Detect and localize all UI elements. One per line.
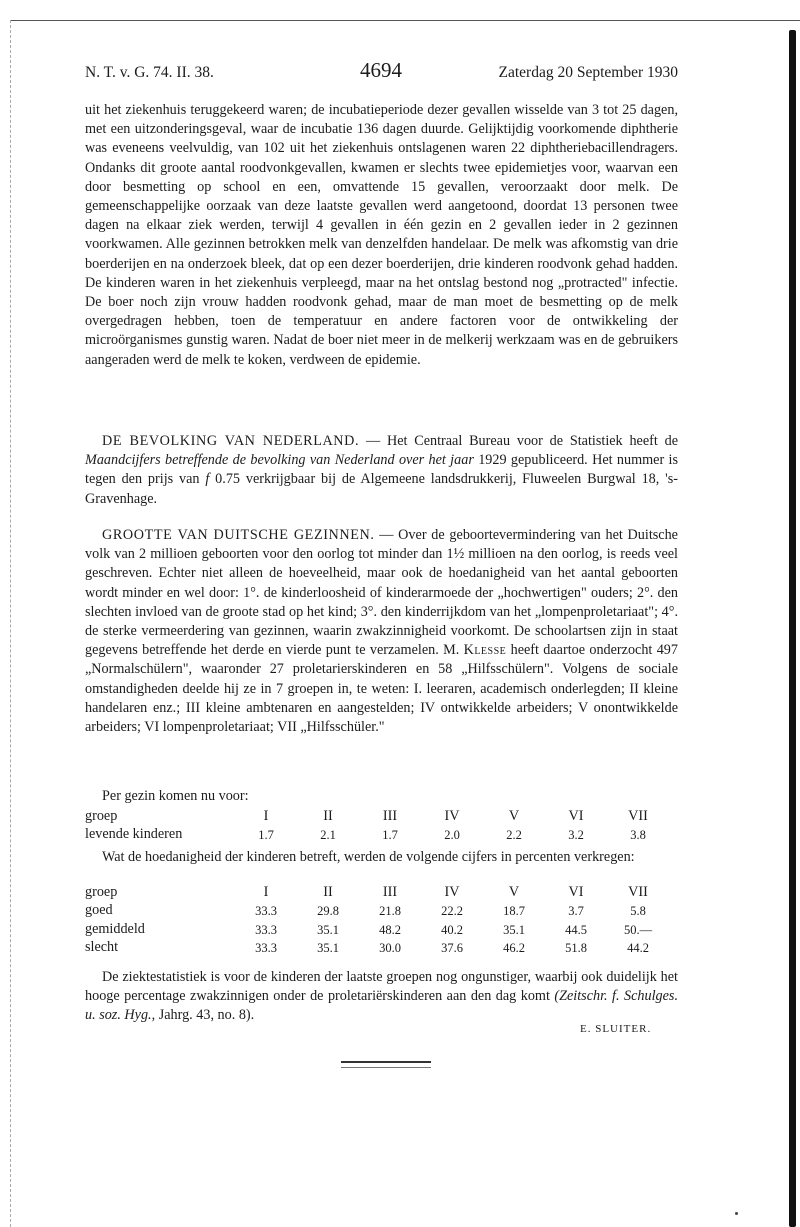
- children-per-family-table: [85, 806, 669, 843]
- group-header: V: [508, 807, 520, 824]
- group-header: VI: [568, 807, 584, 824]
- group-header: I: [263, 807, 269, 824]
- paragraph-scarlet-fever: uit het ziekenhuis teruggekeerd waren; de incubatieperiode dezer gevallen wisselde van 3 tot 25 dagen, met een uitzonderingsgeval, waar de incubatie 136 dagen duurde. Gelijktijdig voorkomende diphtherie was eveneens veelvuldig, van 102 uit het ziekenhuis ontslagenen waren 22 diphtheriebacillendragers. Ondanks dit groote aantal roodvonkgevallen, kwamen er slechts twee epidemietjes voor, waarvan een door besmetting op school en een, omvattende 15 gevallen, veroorzaakt door melk. De gemeenschappelijke oorzaak van deze laatste gevallen werd aangetoond, doordat 13 personen twee dagen na elkaar ziek werden, terwijl 4 gevallen in één gezin en 2 gevallen ieder in 2 gezinnen voorkwamen. Alle gezinnen betrokken melk van denzelfden handelaar. De melk was afkomstig van drie boerderijen en na onderzoek bleek, dat op een dezer boerderijen, drie kinderen roodvonk gehad hadden. De kinderen waren in het ziekenhuis verpleegd, maar na het ontslag bestond nog „protracted" infectie. De boer noch zijn vrouw hadden roodvonk gehad, maar de man moet de besmetting op de melk overgedragen hebben, toen de temperatuur en andere factoren voor de ontwikkeling der microörganismes gunstig waren. Nadat de boer niet meer in de melkerij werkzaam was en de gebruikers aangeraden werd de melk te koken, verdween de epidemie.: [85, 102, 678, 368]
- guilder-symbol: f: [205, 471, 210, 488]
- page-border-top: [10, 20, 800, 21]
- paragraph-text: 1929 gepubliceerd. Het nummer is tegen den prijs van: [85, 452, 678, 488]
- paragraph-text: 0.75 verkrijgbaar bij de Algemeene landsdrukkerij, Fluweelen Burgwal 18, 's-Gravenhage.: [85, 471, 678, 507]
- table-intro: Per gezin komen nu voor:: [102, 788, 249, 804]
- table-cell: 3.2: [568, 828, 584, 842]
- table-cell: 44.2: [627, 941, 649, 955]
- table-cell: 44.5: [565, 922, 587, 937]
- table-cell: 2.0: [444, 828, 460, 842]
- table-cell: 21.8: [379, 904, 401, 918]
- section-heading: DE BEVOLKING VAN NEDERLAND.: [102, 433, 360, 449]
- row-label: levende kinderen: [85, 826, 183, 842]
- section-heading: GROOTTE VAN DUITSCHE GEZINNEN.: [102, 527, 375, 543]
- paragraph-text: De ziektestatistiek is voor de kinderen der laatste groepen nog ongunstiger, waarbij ook duidelijk het hooge percentage zwakzinnigen onder de proletariërskinderen aan den dag komt: [85, 969, 678, 1005]
- author-name: Klesse: [463, 642, 507, 659]
- paragraph-population-netherlands: [85, 432, 678, 509]
- group-header: VII: [628, 883, 648, 900]
- group-header: III: [382, 807, 398, 824]
- group-header: IV: [444, 807, 460, 824]
- section-end-rule: [341, 1061, 431, 1068]
- paragraph-text: — Het Centraal Bureau voor de Statistiek heeft de: [359, 433, 678, 449]
- table-cell: 2.2: [506, 828, 522, 842]
- paragraph-text: — Over de geboortevermindering van het Duitsche volk van 2 millioen geboorten voor den oorlog tot minder dan 1½ millioen na den oorlog, is reeds veel geschreven. Echter niet alleen de hoeveelheid, maar ook de hoedanigheid van het aantal geboorten wordt minder en wel door: 1°. de kinderloosheid of kinderarmoede der „hochwertigen" ouders; 2°. den slechten invloed van de groote stad op het kind; 3°. den kinderrijkdom van het „lompenproletariaat"; 4°. de sterke vermeerdering van gezinnen, waarin zwakzinnigheid voorkomt. De schoolartsen zijn in staat gegevens betreffende het derde en vierde punt te verzamelen. M.: [85, 527, 678, 659]
- table-row: [85, 938, 669, 957]
- issue-date: Zaterdag 20 September 1930: [498, 64, 678, 81]
- row-label: goed: [85, 902, 113, 918]
- group-header: IV: [444, 883, 460, 900]
- table-cell: 35.1: [317, 922, 339, 937]
- table-row: [85, 825, 669, 844]
- table-cell: 3.8: [630, 828, 646, 842]
- table-cell: 33.3: [255, 922, 277, 937]
- group-header: II: [323, 807, 333, 824]
- author-signature: E. SLUITER.: [580, 1023, 652, 1035]
- group-header: VI: [568, 883, 584, 900]
- table-cell: 51.8: [565, 941, 587, 955]
- table-cell: 35.1: [503, 922, 525, 937]
- table-header-row: [85, 882, 669, 901]
- table-cell: 22.2: [441, 904, 463, 918]
- page-border-left: [10, 20, 12, 1227]
- table-cell: 37.6: [441, 941, 463, 955]
- table-cell: 29.8: [317, 904, 339, 918]
- table-cell: 35.1: [317, 941, 339, 955]
- paragraph-text: , Jahrg. 43, no. 8).: [151, 1007, 255, 1024]
- table-cell: 18.7: [503, 904, 525, 918]
- table-cell: 1.7: [258, 828, 274, 842]
- child-quality-percent-table: [85, 882, 669, 956]
- journal-reference: N. T. v. G. 74. II. 38.: [85, 64, 214, 81]
- table-cell: 40.2: [441, 922, 463, 937]
- page-header: [85, 58, 678, 88]
- table-header-row: [85, 806, 669, 825]
- table-row: [85, 919, 669, 938]
- row-label: groep: [85, 807, 118, 824]
- group-header: III: [382, 883, 398, 900]
- table-cell: 48.2: [379, 922, 401, 937]
- row-label: groep: [85, 883, 118, 900]
- table-cell: 46.2: [503, 941, 525, 955]
- paragraph-german-families: [85, 526, 678, 737]
- table-cell: 1.7: [382, 828, 398, 842]
- publication-title: Maandcijfers betreffende de bevolking van Nederland over het jaar: [85, 452, 474, 469]
- table-cell: 3.7: [568, 904, 584, 918]
- group-header: VII: [628, 807, 648, 824]
- page-number: 4694: [360, 58, 402, 82]
- table-cell: 2.1: [320, 828, 336, 842]
- group-header: II: [323, 883, 333, 900]
- table-cell: 5.8: [630, 904, 646, 918]
- group-header: V: [508, 883, 520, 900]
- row-label: gemiddeld: [85, 920, 145, 937]
- row-label: slecht: [85, 939, 119, 955]
- print-speck: [735, 1212, 738, 1215]
- paragraph-disease-statistics: [85, 968, 678, 1026]
- table-cell: 50.—: [623, 922, 653, 937]
- paragraph-text: heeft daartoe onderzocht 497 „Normalschülern", waaronder 27 proletarierskinderen en 58 „Hilfsschülern". Volgens de sociale omstandigheden deelde hij ze in 7 groepen in, te weten: I. leeraren, academisch onderlegden; II kleine handelaren enz.; III kleine ambtenaren en aangestelden; IV ontwikkelde arbeiders; V onontwikkelde arbeiders; VI lompenproletariaat; VII „Hilfsschüler.": [85, 642, 678, 736]
- table-cell: 33.3: [255, 904, 277, 918]
- table-row: [85, 901, 669, 920]
- paragraph-quality-intro: Wat de hoedanigheid der kinderen betreft, werden de volgende cijfers in percenten verkregen:: [102, 849, 635, 865]
- group-header: I: [263, 883, 269, 900]
- table-cell: 30.0: [379, 941, 401, 955]
- page-binding-edge: [789, 30, 796, 1227]
- table-cell: 33.3: [255, 941, 277, 955]
- citation: (Zeitschr. f. Schulges. u. soz. Hyg.: [85, 988, 678, 1024]
